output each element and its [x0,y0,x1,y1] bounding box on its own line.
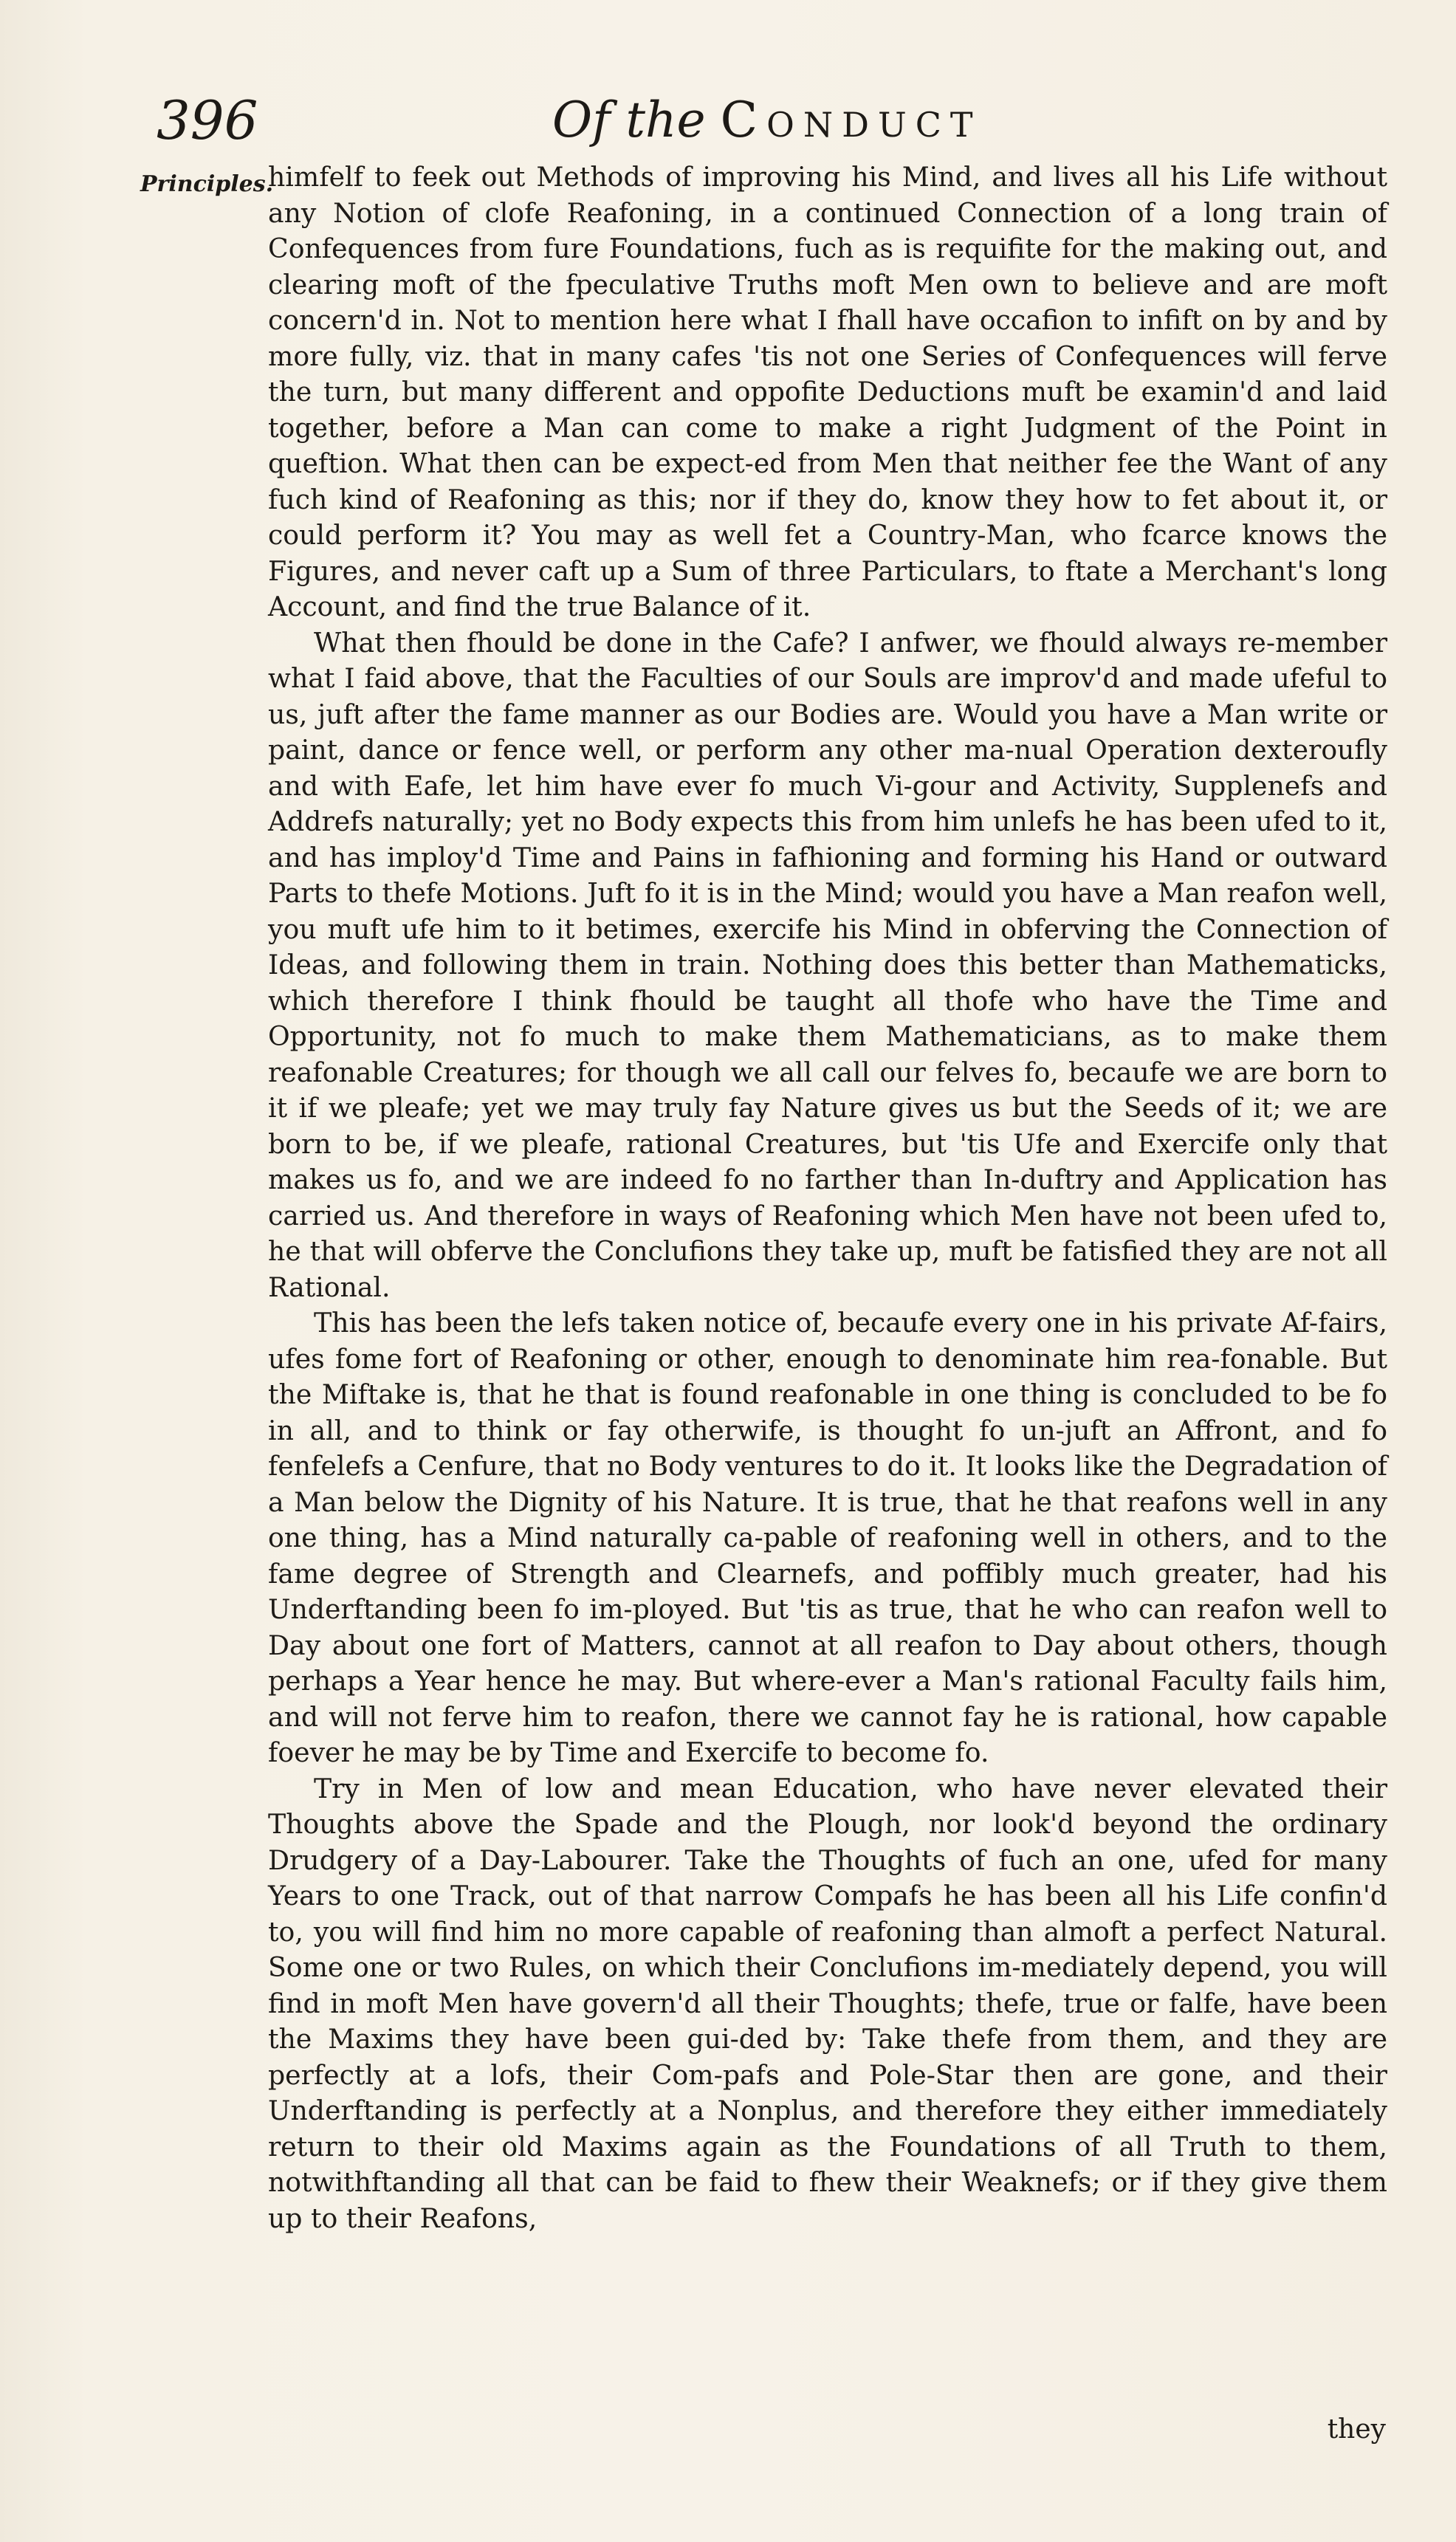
catchword: they [1327,2414,1386,2445]
page-number: 396 [157,89,258,151]
running-title [552,87,982,154]
page-header [0,87,1456,154]
running-title-italic: Of the [552,92,706,148]
paragraph: What then fhould be done in the Cafe? I anfwer, we fhould always re-member what I faid above, that the Faculties of our Souls are improv'd and made ufeful to us, juft after the fame manner as our Bodies are. Would you have a Man write or paint, dance or fence well, or perform any other ma-nual Operation dexteroufly and with Eafe, let him have ever fo much Vi-gour and Activity, Supplenefs and Addrefs naturally; yet no Body expects this from him unlefs he has been ufed to it, and has imploy'd Time and Pains in fafhioning and forming his Hand or outward Parts to thefe Motions. Juft fo it is in the Mind; would you have a Man reafon well, you muft ufe him to it betimes, exercife his Mind in obferving the Connection of Ideas, and following them in train. Nothing does this better than Mathematicks, which therefore I think fhould be taught all thofe who have the Time and Opportunity, not fo much to make them Mathematicians, as to make them reafonable Creatures; for though we all call our felves fo, becaufe we are born to it if we pleafe; yet we may truly fay Nature gives us but the Seeds of it; we are born to be, if we pleafe, rational Creatures, but 'tis Ufe and Exercife only that makes us fo, and we are indeed fo no farther than In-duftry and Application has carried us. And therefore in ways of Reafoning which Men have not been ufed to, he that will obferve the Conclufions they take up, muft be fatisfied they are not all Rational. [268,626,1387,1303]
margin-note: Principles. [140,171,274,197]
paragraph: Try in Men of low and mean Education, who have never elevated their Thoughts above the Spade and the Plough, nor look'd beyond the ordinary Drudgery of a Day-Labourer. Take the Thoughts of fuch an one, ufed for many Years to one Track, out of that narrow Compafs he has been all his Life confin'd to, you will find him no more capable of reafoning than almoft a perfect Natural. Some one or two Rules, on which their Conclufions im-mediately depend, you will find in moft Men have govern'd all their Thoughts; thefe, true or falfe, have been the Maxims they have been gui-ded by: Take thefe from them, and they are perfectly at a lofs, their Com-pafs and Pole-Star then are gone, and their Underftanding is perfectly at a Nonplus, and therefore they either immediately return to their old Maxims again as the Foundations of all Truth to them, notwithftanding all that can be faid to fhew their Weaknefs; or if they give them up to their Reafons, [268,1772,1387,2234]
running-title-caps: Conduct [720,92,982,148]
body-text [268,159,1387,2236]
paragraph: This has been the lefs taken notice of, becaufe every one in his private Af-fairs, ufes fome fort of Reafoning or other, enough to denominate him rea-fonable. But the Miftake is, that he that is found reafonable in one thing is concluded to be fo in all, and to think or fay otherwife, is thought fo un-juft an Affront, and fo fenfelefs a Cenfure, that no Body ventures to do it. It looks like the Degradation of a Man below the Dignity of his Nature. It is true, that he that reafons well in any one thing, has a Mind naturally ca-pable of reafoning well in others, and to the fame degree of Strength and Clearnefs, and poffibly much greater, had his Underftanding been fo im-ployed. But 'tis as true, that he who can reafon well to Day about one fort of Matters, cannot at all reafon to Day about others, though perhaps a Year hence he may. But where-ever a Man's rational Faculty fails him, and will not ferve him to reafon, there we cannot fay he is rational, how capable foever he may be by Time and Exercife to become fo. [268,1307,1387,1768]
paragraph: himfelf to feek out Methods of improving his Mind, and lives all his Life without any Notion of clofe Reafoning, in a continued Connection of a long train of Confequences from fure Foundations, fuch as is requifite for the making out, and clearing moft of the fpeculative Truths moft Men own to believe and are moft concern'd in. Not to mention here what I fhall have occafion to infift on by and by more fully, viz. that in many cafes 'tis not one Series of Confequences will ferve the turn, but many different and oppofite Deductions muft be examin'd and laid together, before a Man can come to make a right Judgment of the Point in queftion. What then can be expect-ed from Men that neither fee the Want of any fuch kind of Reafoning as this; nor if they do, know they how to fet about it, or could perform it? You may as well fet a Country-Man, who fcarce knows the Figures, and never caft up a Sum of three Particulars, to ftate a Merchant's long Account, and find the true Balance of it. [268,161,1387,622]
